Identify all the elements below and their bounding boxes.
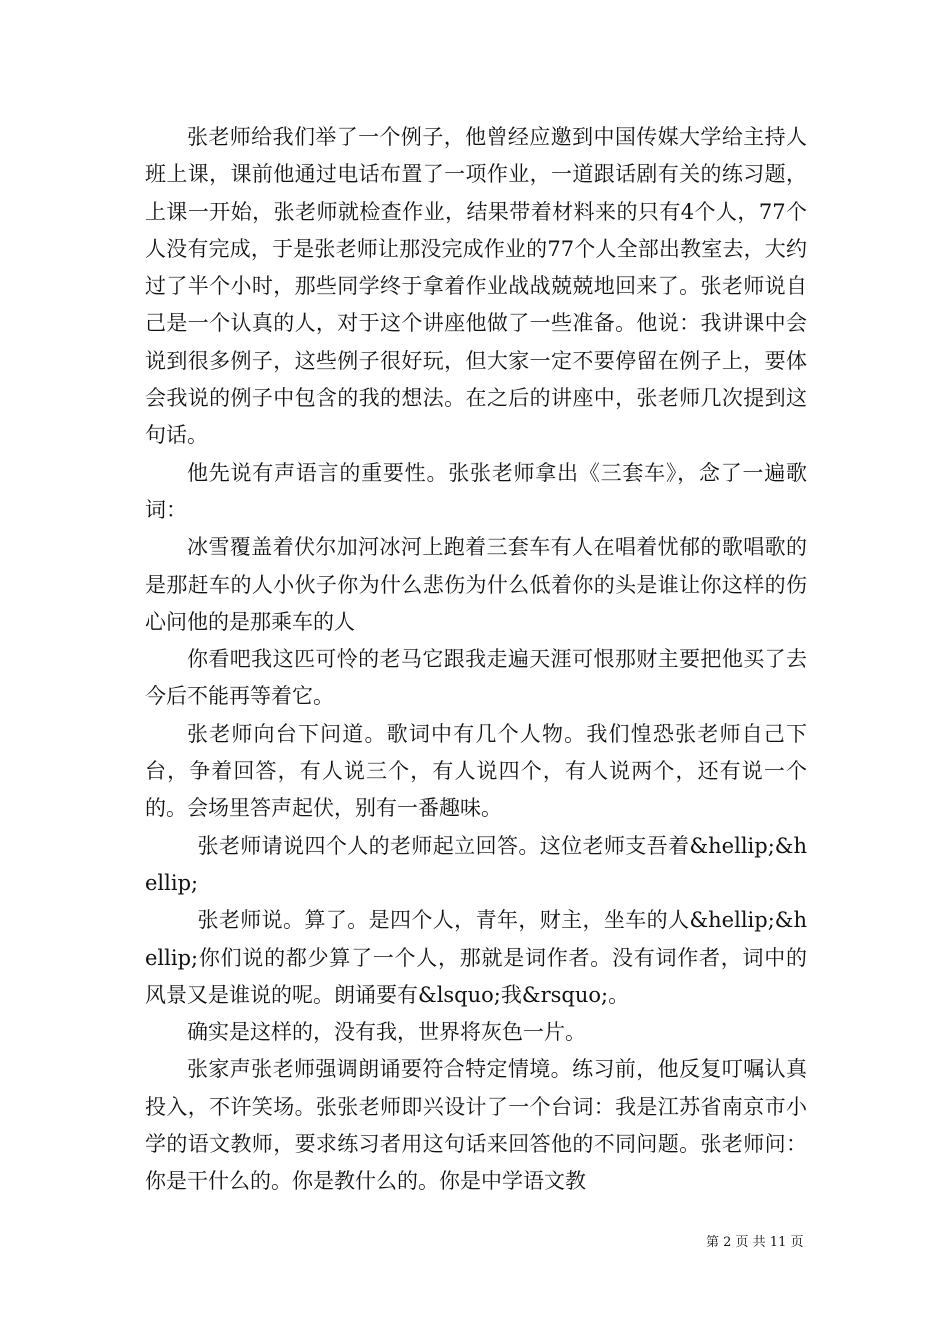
page-number: 第 2 页 共 11 页: [706, 1235, 804, 1250]
document-body: [145, 119, 807, 1201]
paragraph-4: 你看吧我这匹可怜的老马它跟我走遍天涯可恨那财主要把他买了去今后不能再等着它。: [145, 647, 807, 709]
paragraph-3: 冰雪覆盖着伏尔加河冰河上跑着三套车有人在唱着忧郁的歌唱歌的是那赶车的人小伙子你为什么悲伤为什么低着你的头是谁让你这样的伤心问他的是那乘车的人: [145, 535, 807, 634]
paragraph-8: 确实是这样的，没有我，世界将灰色一片。: [187, 1020, 586, 1045]
paragraph-2: 他先说有声语言的重要性。张张老师拿出《三套车》，念了一遍歌词：: [145, 460, 807, 522]
paragraph-6: 张老师请说四个人的老师起立回答。这位老师支吾着&hellip;&hellip;: [145, 833, 807, 895]
paragraph-7: 张老师说。算了。是四个人，青年，财主，坐车的人&hellip;&hellip;你们说的都少算了一个人，那就是词作者。没有词作者，词中的风景又是谁说的呢。朗诵要有&lsquo;我&rsquo;。: [145, 908, 807, 1007]
paragraph-1: 张老师给我们举了一个例子，他曾经应邀到中国传媒大学给主持人班上课，课前他通过电话布置了一项作业，一道跟话剧有关的练习题，上课一开始，张老师就检查作业，结果带着材料来的只有4个人，77个人没有完成，于是张老师让那没完成作业的77个人全部出教室去，大约过了半个小时，那些同学终于拿着作业战战兢兢地回来了。张老师说自己是一个认真的人，对于这个讲座他做了一些准备。他说：我讲课中会说到很多例子，这些例子很好玩，但大家一定不要停留在例子上，要体会我说的例子中包含的我的想法。在之后的讲座中，张老师几次提到这句话。: [145, 125, 807, 448]
paragraph-5: 张老师向台下问道。歌词中有几个人物。我们惶恐张老师自己下台，争着回答，有人说三个，有人说四个，有人说两个，还有说一个的。会场里答声起伏，别有一番趣味。: [145, 721, 807, 821]
paragraph-9: 张家声张老师强调朗诵要符合特定情境。练习前，他反复叮嘱认真投入，不许笑场。张张老师即兴设计了一个台词：我是江苏省南京市小学的语文教师，要求练习者用这句话来回答他的不同问题。张老师问：你是干什么的。你是教什么的。你是中学语文教: [145, 1057, 807, 1194]
